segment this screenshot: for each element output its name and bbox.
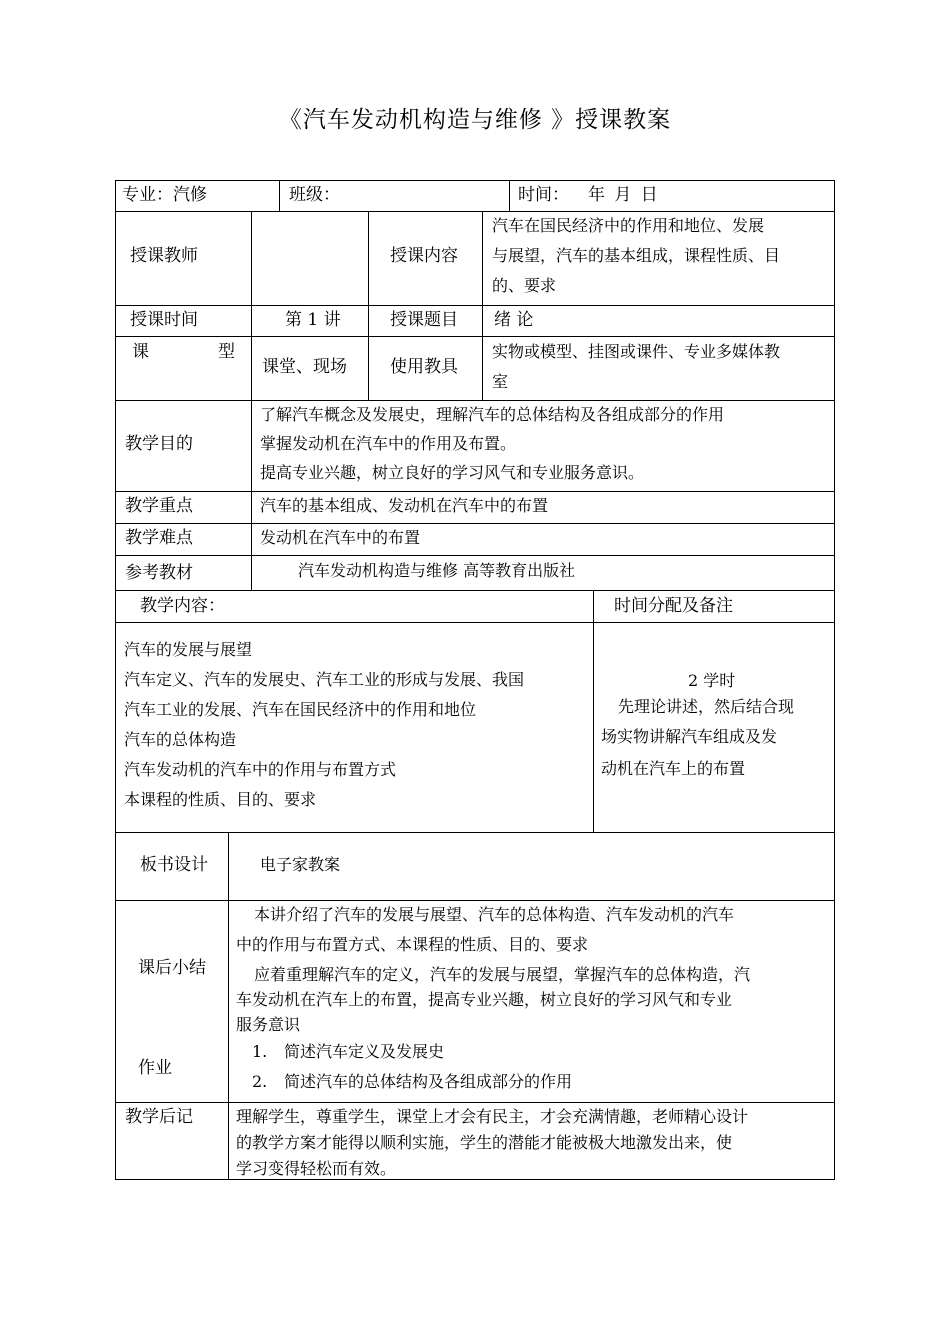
session-value: 第 1 讲 [285,310,341,330]
board-value: 电子家教案 [260,855,341,874]
homework-num: 2. [252,1072,268,1091]
content-section-label: 教学内容： [140,596,225,616]
summary-line: 本讲介绍了汽车的发展与展望、汽车的总体构造、汽车发动机的汽车 [254,905,735,924]
goals-line: 提高专业兴趣，树立良好的学习风气和专业服务意识。 [260,463,645,482]
tools-line: 室 [492,372,509,391]
homework-item: 简述汽车的总体结构及各组成部分的作用 [284,1072,573,1091]
content-item: 本课程的性质、目的、要求 [124,790,317,809]
session-label: 授课时间 [130,310,198,330]
difficulty-label: 教学难点 [125,528,193,548]
reflection-line: 学习变得轻松而有效。 [236,1159,397,1178]
topic-value: 绪 论 [494,310,534,330]
content-item: 汽车的发展与展望 [124,640,253,659]
notes-line: 场实物讲解汽车组成及发 [601,727,778,746]
class-label: 班级： [289,185,340,205]
content-line: 的、要求 [492,276,557,295]
time-label: 时间： [518,185,569,205]
notes-line: 动机在汽车上的布置 [601,759,746,778]
tools-line: 实物或模型、挂图或课件、专业多媒体教 [492,342,781,361]
summary-line: 中的作用与布置方式、本课程的性质、目的、要求 [236,935,589,954]
content-item: 汽车工业的发展、汽车在国民经济中的作用和地位 [124,700,477,719]
difficulty-value: 发动机在汽车中的布置 [260,528,421,547]
page-title: 《汽车发动机构造与维修 》授课教案 [278,107,672,133]
key-point-label: 教学重点 [125,496,193,516]
time-value: 年 月 日 [588,185,658,205]
content-item: 汽车定义、汽车的发展史、汽车工业的形成与发展、我国 [124,670,525,689]
key-point-value: 汽车的基本组成、发动机在汽车中的布置 [260,496,549,515]
summary-label: 课后小结 [138,958,206,978]
content-line: 与展望，汽车的基本组成，课程性质、目 [492,246,781,265]
content-item: 汽车发动机的汽车中的作用与布置方式 [124,760,397,779]
textbook-value: 汽车发动机构造与维修 高等教育出版社 [298,561,576,580]
goals-line: 了解汽车概念及发展史，理解汽车的总体结构及各组成部分的作用 [260,405,725,424]
type-value: 课堂、现场 [262,357,347,377]
content-line: 汽车在国民经济中的作用和地位、发展 [492,216,765,235]
notes-line: 先理论讲述，然后结合现 [618,697,795,716]
goals-label: 教学目的 [125,434,193,454]
major-cell: 专业：汽修 [122,185,207,205]
goals-line: 掌握发动机在汽车中的作用及布置。 [260,434,517,453]
type-label-a: 课 [132,342,149,362]
summary-line: 应着重理解汽车的定义，汽车的发展与展望，掌握汽车的总体构造，汽 [254,965,751,984]
board-label: 板书设计 [140,855,208,875]
content-item: 汽车的总体构造 [124,730,237,749]
teacher-label: 授课教师 [130,246,198,266]
reflection-label: 教学后记 [125,1107,193,1127]
summary-line: 车发动机在汽车上的布置，提高专业兴趣，树立良好的学习风气和专业 [236,990,733,1009]
tools-label: 使用教具 [390,357,458,377]
homework-label: 作业 [138,1058,172,1078]
topic-label: 授课题目 [390,310,458,330]
reflection-line: 的教学方案才能得以顺利实施，学生的潜能才能被极大地激发出来，使 [236,1133,733,1152]
content-label: 授课内容 [390,246,458,266]
homework-num: 1. [252,1042,268,1061]
summary-line: 服务意识 [236,1015,301,1034]
type-label-b: 型 [218,342,235,362]
reflection-line: 理解学生，尊重学生，课堂上才会有民主，才会充满情趣，老师精心设计 [236,1107,749,1126]
homework-item: 简述汽车定义及发展史 [284,1042,445,1061]
notes-label: 时间分配及备注 [614,596,733,616]
hours-value: 2 学时 [688,671,736,690]
textbook-label: 参考教材 [125,563,193,583]
